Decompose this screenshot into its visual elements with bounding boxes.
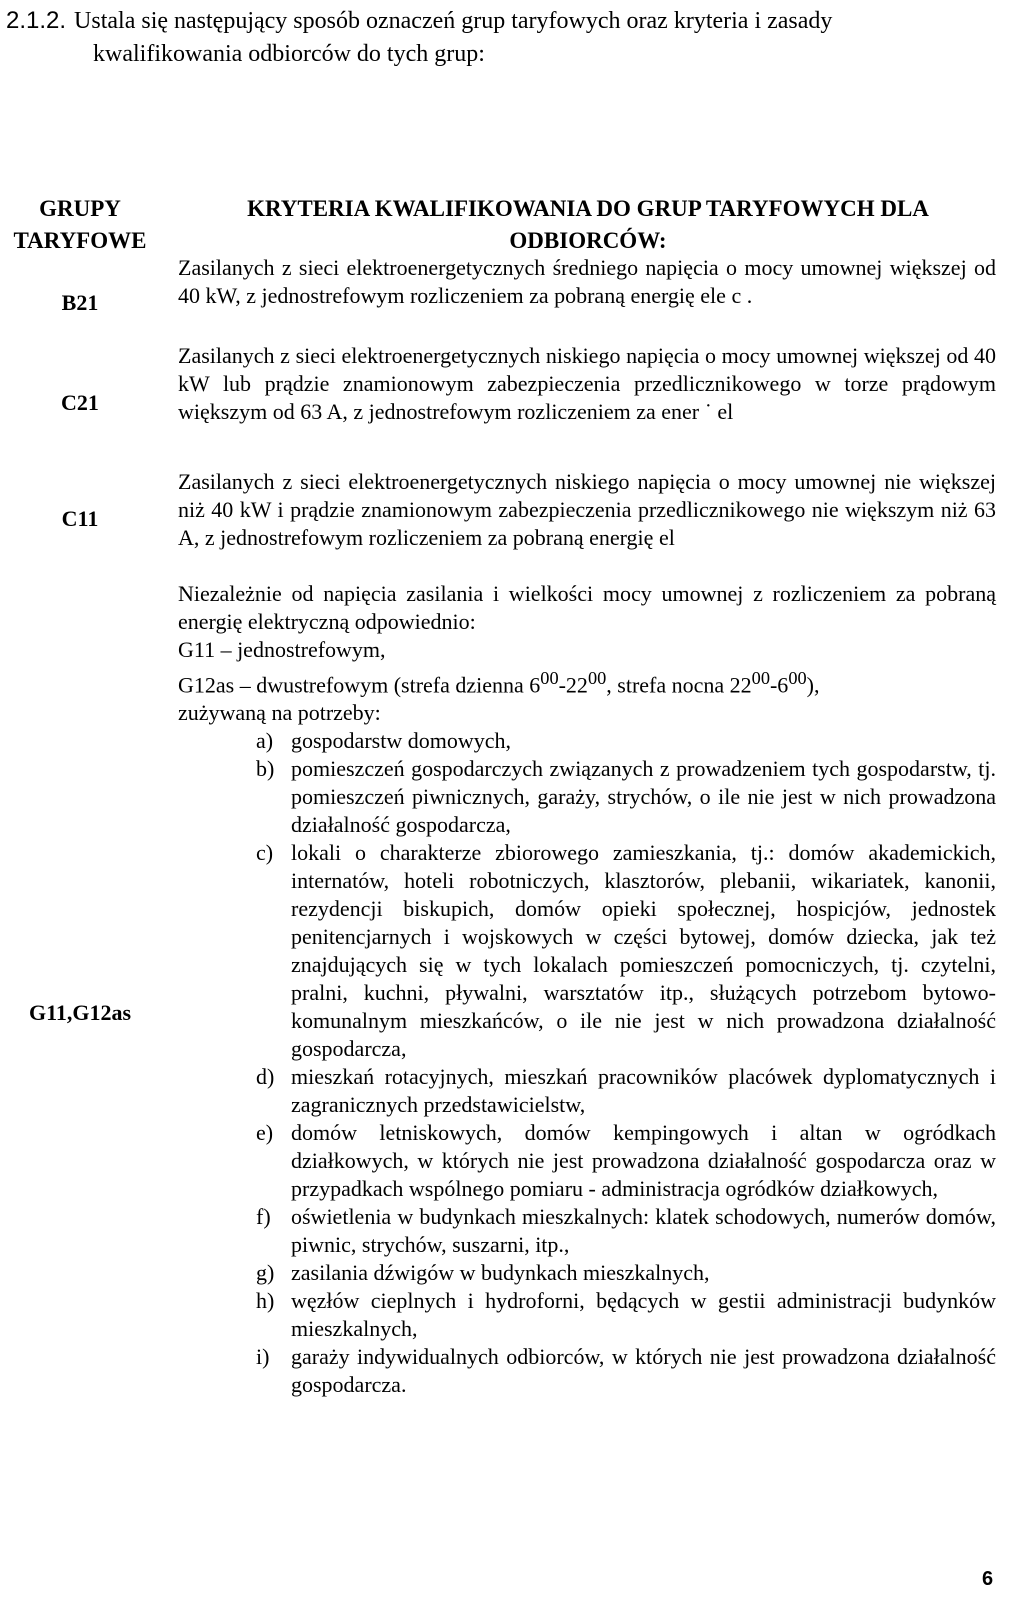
list-item-label: g) — [256, 1260, 275, 1286]
list-item — [178, 1343, 996, 1399]
g12as-line — [178, 664, 996, 699]
column-header-groups — [0, 193, 160, 257]
list-item-label: b) — [256, 756, 275, 782]
list-item — [178, 1287, 996, 1343]
column-header-groups-line-1: GRUPY — [39, 196, 121, 221]
group-desc-c11 — [178, 468, 996, 552]
group-desc-g11-g12as — [178, 580, 996, 1399]
g12as-text-5: ), — [806, 672, 820, 698]
group-code-g11-g12as: G11,G12as — [28, 1000, 132, 1025]
intro-line-2: kwalifikowania odbiorców do tych grup: — [93, 41, 485, 67]
page-number: 6 — [982, 1568, 994, 1590]
list-item-label: d) — [256, 1064, 275, 1090]
list-item-text: domów letniskowych, domów kempingowych i altan w ogródkach działkowych, w których nie jest prowadzona działalność gospodarcza oraz w przypadkach wspólnego pomiaru - administracja ogródków działkowych, — [291, 1120, 996, 1202]
group-code-c11: C11 — [61, 506, 99, 531]
g12as-text-2: -22 — [558, 672, 588, 698]
section-number: 2.1.2. — [6, 7, 67, 34]
group-desc-b21-text: Zasilanych z sieci elektroenergetycznych średniego napięcia o mocy umownej większej od 40 kW, z jednostrefowym rozliczeniem za pobraną energię ele c . — [178, 255, 996, 308]
g-intro: Niezależnie od napięcia zasilania i wielkości mocy umownej z rozliczeniem za pobraną energię elektryczną odpowiednio: — [178, 581, 996, 634]
list-item — [178, 1063, 996, 1119]
group-desc-c21-text: Zasilanych z sieci elektroenergetycznych niskiego napięcia o mocy umownej większej od 40 kW lub prądzie znamionowym zabezpieczenia przedlicznikowego w torze prądowym większym od 63 A, z jednostrefowym rozliczeniem za ener ˙ el — [178, 343, 996, 424]
g12as-sup-2: 00 — [587, 668, 607, 688]
g12as-text-4: -6 — [769, 672, 789, 698]
list-item-text: oświetlenia w budynkach mieszkalnych: klatek schodowych, numerów domów, piwnic, strychów, suszarni, itp., — [291, 1204, 996, 1258]
list-item-text: zasilania dźwigów w budynkach mieszkalnych, — [291, 1260, 710, 1286]
list-item-text: mieszkań rotacyjnych, mieszkań pracowników placówek dyplomatycznych i zagranicznych przedstawicielstw, — [291, 1064, 996, 1118]
g12as-sup-3: 00 — [751, 668, 770, 688]
list-item-label: i) — [256, 1344, 270, 1370]
list-item — [178, 1119, 996, 1203]
list-item-label: h) — [256, 1288, 275, 1314]
list-item-text: garaży indywidualnych odbiorców, w których nie jest prowadzona działalność gospodarcza. — [291, 1344, 996, 1398]
section-intro — [6, 4, 1006, 71]
list-item-text: pomieszczeń gospodarczych związanych z prowadzeniem tych gospodarstw, tj. pomieszczeń piwnicznych, garaży, strychów, o ile nie jest w nich prowadzona działalność gospodarcza, — [291, 756, 996, 838]
g11-line: G11 – jednostrefowym, — [178, 637, 386, 662]
usage-list — [178, 727, 996, 1399]
column-header-criteria-line-2: ODBIORCÓW: — [509, 228, 667, 253]
list-item-text: lokali o charakterze zbiorowego zamieszkania, tj.: domów akademickich, internatów, hoteli robotniczych, klasztorów, plebanii, wikariatek, kanonii, rezydencji biskupich, domów opieki społecznej, hospicjów, jednostek penitencjarnych i wojskowych w części bytowej, domów dziecka, jak też znajdujących się w tych lokalach pomieszczeń pomocniczych, tj. czytelni, pralni, kuchni, pływalni, warsztatów itp., służących potrzebom bytowo-komunalnym mieszkańców, o ile nie jest w nich prowadzona działalność gospodarcza, — [291, 840, 996, 1062]
column-header-groups-line-2: TARYFOWE — [13, 228, 147, 253]
list-item — [178, 839, 996, 1063]
group-code-b21: B21 — [61, 290, 99, 315]
list-item-text: węzłów cieplnych i hydroforni, będących w gestii administracji budynków mieszkalnych, — [291, 1288, 996, 1342]
g12as-sup-4: 00 — [788, 668, 807, 688]
list-item — [178, 1203, 996, 1259]
group-desc-b21 — [178, 254, 996, 310]
list-item — [178, 755, 996, 839]
g-needs: zużywaną na potrzeby: — [178, 700, 381, 726]
group-desc-c21 — [178, 342, 996, 426]
g12as-sup-1: 00 — [540, 668, 559, 688]
list-item-label: c) — [256, 840, 274, 866]
group-code-c21: C21 — [61, 390, 99, 415]
list-item-label: f) — [256, 1204, 271, 1230]
g12as-text-1: G12as – dwustrefowym (strefa dzienna 6 — [178, 672, 541, 698]
column-header-criteria — [178, 193, 998, 257]
list-item-text: gospodarstw domowych, — [291, 728, 511, 754]
list-item-label: a) — [256, 728, 274, 754]
list-item-label: e) — [256, 1120, 274, 1146]
column-header-criteria-line-1: KRYTERIA KWALIFIKOWANIA DO GRUP TARYFOWYCH DLA — [247, 196, 929, 221]
intro-line-1: Ustala się następujący sposób oznaczeń grup taryfowych oraz kryteria i zasady — [74, 8, 833, 34]
group-desc-c11-text: Zasilanych z sieci elektroenergetycznych niskiego napięcia o mocy umownej nie większej niż 40 kW i prądzie znamionowym zabezpieczenia przedlicznikowego nie większym niż 63 A, z jednostrefowym rozliczeniem za pobraną energię el — [178, 469, 996, 550]
list-item — [178, 727, 996, 755]
g12as-text-3: , strefa nocna 22 — [606, 672, 752, 698]
list-item — [178, 1259, 996, 1287]
